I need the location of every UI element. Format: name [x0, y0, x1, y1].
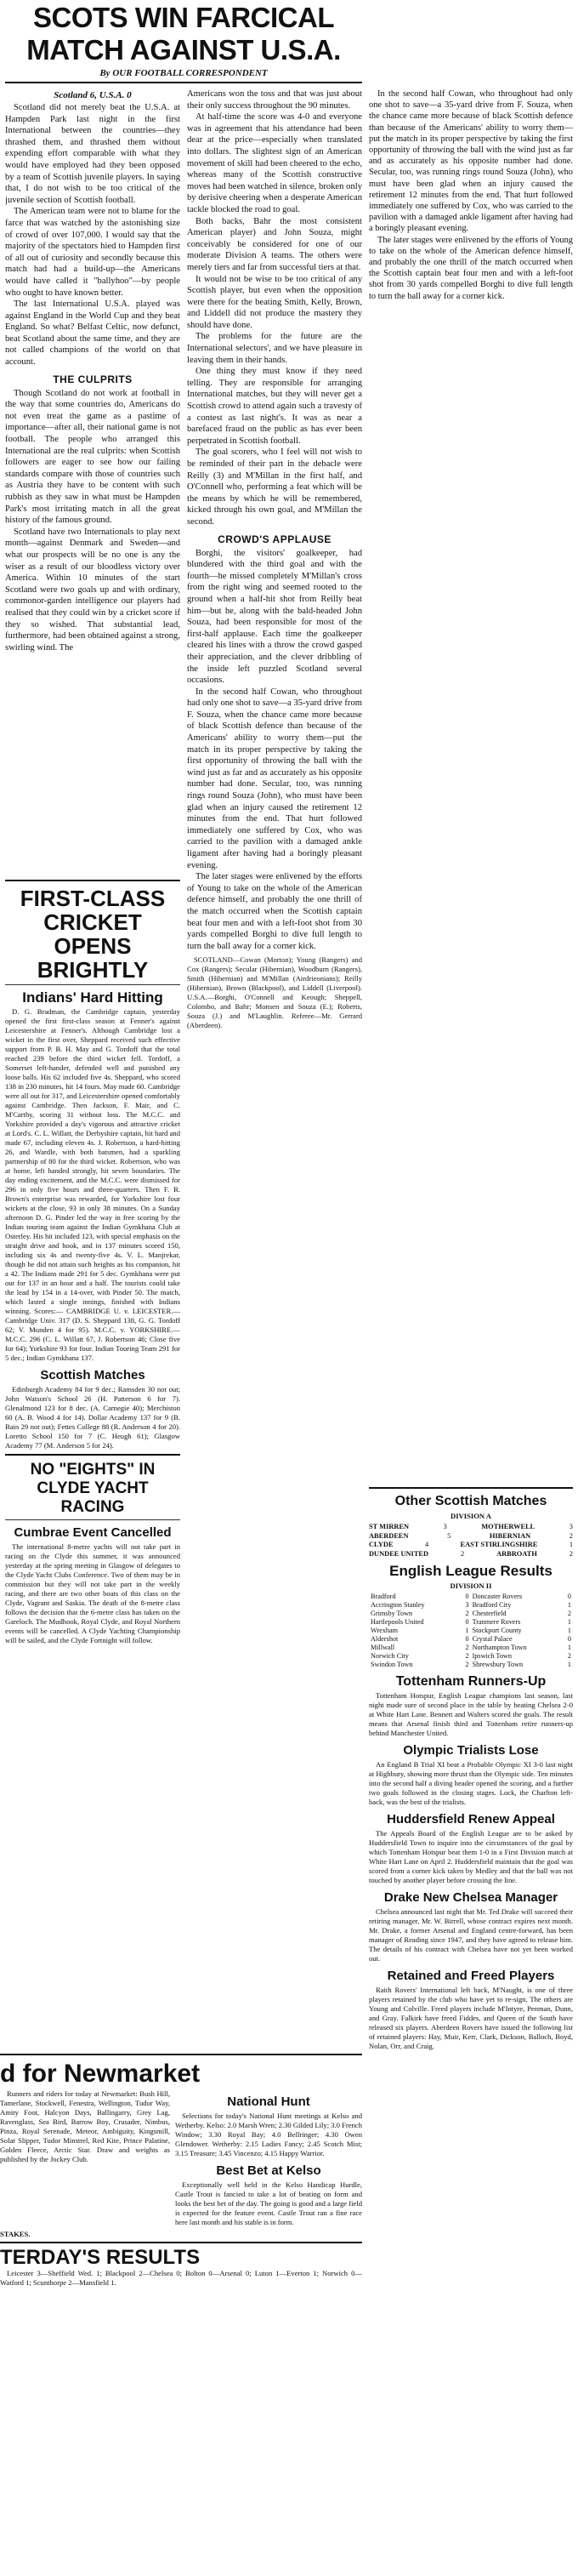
huddersfield-head: Huddersfield Renew Appeal: [387, 1812, 555, 1827]
paragraph: Though Scotland do not work at football in the way that some countries do, Americans do not even treat the game as a pastime of importance—after all, their national game is not football. The people who arranged this International are the real culprits: when Scottish followers are eager to see how our failing standards compare with those of countries such as Austria they have to be content with such rubbish as they saw in what must be Hampden Park's most irritating match in all the great history of the famous ground.: [5, 388, 180, 526]
headline-block: [5, 2, 362, 87]
yacht-headline: NO "EIGHTS" IN CLYDE YACHT RACING: [30, 1461, 156, 1516]
nh-head: National Hunt: [227, 2094, 310, 2109]
divider: [5, 1454, 180, 1456]
retained-head: Retained and Freed Players: [387, 1969, 555, 1983]
result-row: Bradford 0 Doncaster Rovers 0: [371, 1593, 571, 1600]
column-3-upper: [369, 88, 573, 1480]
article-body-1: [5, 102, 180, 368]
result-row: Millwall 2 Northampton Town 1: [371, 1644, 571, 1651]
article-body-2: [187, 88, 362, 528]
result-row: DUNDEE UNITED 2 ARBROATH 2: [369, 1549, 573, 1558]
divider: [5, 1519, 180, 1520]
paragraph: The problems for the future are the International selectors', and we have pleasure in leaving them in their hands.: [187, 332, 362, 365]
huddersfield-body: The Appeals Board of the English League are to be asked by Huddersfield Town to inquire into the circumstances of the goal by which Tottenham Hotspur beat them 1-0 in a First Division match at White Hart Lane on April 2. Huddersfield maintain that the goal was scored from a corner kick taken by Medley and that the ball was not touched by another player before crossing the line.: [369, 1829, 573, 1884]
stakes-label: STAKES.: [0, 2230, 31, 2238]
result-row: ST MIRREN 3 MOTHERWELL 3: [369, 1523, 573, 1530]
nh-body: Selections for today's National Hunt meetings at Kelso and Wetherby. Kelso: 2.0 Marsh Wren; 2.30 Gilded Lily; 3.0 French Window; 3.30 Royal Bay; 4.0 Bellringer; 4.30 Owen Glendower. Wetherby: 2.15 Ladies Fancy; 2.45 Scotch Mist; 3.15 Treasure; 3.45 Vincenzo; 4.15 Happy Warrior.: [175, 2112, 362, 2157]
paragraph: The goal scorers, who I feel will not wish to be reminded of their part in the debacle were Reilly (3) and M'Millan in the first half, and O'Connell who, performing a feat which will be the means by which he will be remembered, kicked through his own goal, and M'Millan the second.: [187, 447, 362, 527]
lineups-text: SCOTLAND—Cowan (Morton); Young (Rangers) and Cox (Rangers); Secular (Hibernian), Woodburn (Rangers), Smith (Hibernian) and M'Millan (Airdrieonians); Reilly (Hibernian), Brown (Blackpool), and Liddell (Liverpool). U.S.A.—Borghi, O'Connell and Keough; Sheppell, Colombo, and Bahr; Monsen and Souza (E.); Roberts, Souza (J.) and M'Laughlin. Referee—Mr. Gerrard (Aberdeen).: [187, 955, 362, 1030]
main-headline: SCOTS WIN FARCICAL MATCH AGAINST U.S.A.: [26, 2, 341, 66]
divider: [369, 1487, 573, 1489]
paragraph: Scotland have two Internationals to play next month—against Denmark and Sweden—and what our prospects will be no one is any the wiser as a result of our bloodless victory over America. Within 10 minutes of the start Scotland were two goals up and with ordinary, commonor-garden intelligence our players had realised that they could win by a cricket score if they so wished. That substantial lead, furthermore, had been obtained against a strong, swirling wind. The: [5, 527, 180, 653]
scottish-results: [369, 1523, 573, 1559]
column-1: [5, 88, 180, 871]
column-2: [187, 88, 362, 1339]
yesterday-results-head: TERDAY'S RESULTS: [0, 2246, 201, 2269]
other-scottish-head: Other Scottish Matches: [394, 1494, 547, 1508]
article-body-2b: [187, 548, 362, 953]
cumbrae-text: The international 8-metre yachts will not take part in racing on the Clyde this summer, it was announced yesterday at the spring meeting in Glasgow of delegates to the Clyde Yacht Clubs Conference. Two of them may be in commission but they will not take part in the weekly racing, and there are two other boats of this class on the Clyde, Vagrant and Saskia. The death of the 8-metre class follows the decision that the 6-metre class has taken on the Gareloch. The Mudhook, Royal Clyde, and Royal Northern events will be cancelled. A Clyde Yachting Championship will be sailed, and the Clyde Fortnight will follow.: [5, 1542, 180, 1644]
result-row: Hartlepools United 0 Tranmere Rovers 1: [371, 1618, 571, 1626]
retained-body: Raith Rovers' International left back, M'Naught, is one of three players retained by the club who have yet to re-sign. The others are Young and Colville. Freed players include M'Intyre, Penman, Dunn, and Gray. Falkirk have freed Fiddes, and Queen of the South have released six players. Aberdeen Rovers have issued the following list of retained players: Hay, Muir, Kerr, Clark, Dickson, Balloch, Boyd, Nolan, Orr, and Craig.: [369, 1986, 573, 2050]
divider: [0, 2242, 362, 2243]
spurs-body: Tottenham Hotspur, English League champions last season, last night made sure of second place in the table by beating Chelsea 2-0 at White Hart Lane. Bennett and Walters scored the goals. The result means that Arsenal finish third and Tottenham retire runners-up behind Manchester United.: [369, 1691, 573, 1737]
result-row: Wrexham 1 Stockport County 1: [371, 1627, 571, 1634]
english-results-table: [369, 1593, 573, 1669]
divider: [5, 880, 180, 881]
byline: By OUR FOOTBALL CORRESPONDENT: [99, 68, 268, 78]
paragraph: Both backs, Bahr the most consistent American player) and John Souza, might conceivably be considered for one of our moderate Division A teams. The others were merely tiers and far from successful tiers at that.: [187, 216, 362, 272]
divider: [0, 2054, 362, 2055]
cumbrae-subhead: Cumbrae Event Cancelled: [14, 1525, 172, 1540]
paragraph: It would not be wise to be too critical of any Scottish player, but even when the opposition were there for the beating Smith, Kelly, Brown, and Liddell did not produce the mastery they should have done.: [187, 274, 362, 330]
drake-head: Drake New Chelsea Manager: [383, 1890, 558, 1905]
scottish-text: Edinburgh Academy 84 for 9 dec.; Ramsden 30 not out; John Watson's School 26 (H. Patterson 6 for 7). Glenalmond 123 for 8 dec. (A. Carnegie 40); Merchiston 60 (A. B. Wood 4 for 14). Dollar Academy 137 for 9 (B. Bain 29 not out); Fettes College 88 (R. Anderson 4 for 20). Loretto School 150 for 7 (C. Heugh 61); Glasgow Academy 77 (M. Anderson 5 for 24).: [5, 1385, 180, 1450]
yesterday-results-body: Leicester 3—Sheffield Wed. 1; Blackpool 2—Chelsea 0; Bolton 0—Arsenal 0; Luton 1—Everton 1; Norwich 0—Watford 1; Scunthorpe 2—Mansfield 1.: [0, 2269, 362, 2287]
result-row: Grimsby Town 2 Chesterfield 2: [371, 1610, 571, 1617]
paragraph: The last International U.S.A. played was against England in the World Cup and they beat England. So what? Belfast Celtic, now defunct, beat Scotland about the same time, and they are not called champions of the world on that account.: [5, 299, 180, 368]
spurs-head: Tottenham Runners-Up: [395, 1674, 547, 1689]
drake-body: Chelsea announced last night that Mr. Ted Drake will succeed their retiring manager, Mr. W. Birrell, whose contract expires next month. Mr. Drake, a former Arsenal and England centre-forward, has been manager of Reading since 1947, and they have agreed to release him. The details of his contract with Chelsea have not yet been worked out.: [369, 1907, 573, 1963]
result-row: CLYDE 4 EAST STIRLINGSHIRE 1: [369, 1541, 573, 1548]
scottish-matches-body: [5, 1385, 180, 1450]
paragraph: In the second half Cowan, who throughout had only one shot to save—a 35-yard drive from F. Souza, when the chance came more because of black Scottish defence than because of the Americans' ability to worry them—put the match in its proper perspective by taking the first opportunity of throwing the ball with the wind just as far and as accurately as his opposite number had done. Secular, too, was running rings round Souza (John), who must have been glad when an injury caused the retirement 12 minutes from the end. That hurt followed immediately one suffered by Cox, who was carried to the pavilion with a damaged ankle ligament after having had a boringly pleasant evening.: [187, 687, 362, 870]
subhead-culprits: THE CULPRITS: [53, 373, 133, 385]
paragraph: The later stages were enlivened by the efforts of Young to take on the whole of the American defence himself, and probably the one thrill of the match occurred when the Scottish captain beat four men and with a left-foot shot from 30 yards compelled Borghi to dive full length to turn the ball away for a corner kick.: [369, 235, 573, 301]
olympic-head: Olympic Trialists Lose: [403, 1743, 539, 1758]
paragraph: Borghi, the visitors' goalkeeper, had blundered with the third goal and with the fourth—he missed completely M'Millan's cross from the right wing and seemed rooted to the ground when a half-hit shot from Reilly beat him—but he, along with the bald-headed John Souza, had been responsible for most of the first-half applause. Each time the goalkeeper cleared his lines with a throw the crowd gasped their appreciation, and the clever dribbling of the inside left puzzled Scotland several occasions.: [187, 548, 362, 686]
cricket-text: D. G. Bradman, the Cambridge captain, yesterday opened the first first-class season at Fenner's against Leicestershire at Fenner's. Although Cambridge lost a wicket in the first over, Sheppard received such effective support from P. B. H. May and G. Tordoff that the total reached 239 before the third wicket fell. Tordoff, a Somerset left-hander, defended well and punished any loose balls. His 62 included five 4s. Sheppard, who scored 138 in 230 minutes, hit 14 fours. May made 60. Cambridge were all out for 317, and Leicestershire opened comfortably against Cambridge. Then Jackson, F. Mair, and C. M'Carthy, scoring 31 without loss. The M.C.C. and Yorkshire provided a day's vigorous and attractive cricket at Lord's. C. L. Willatt, the Derbyshire captain, hit hard and made 67, including eleven 4s. J. Robertson, a hard-hitting 26, and Wardle, with both batsmen, had a sparkling partnership of 80 for the third wicket. Robertson, who was at home, left handed strongly, hit seven boundaries. The day ending excitement, and the M.C.C. were dismissed for 296 in only five hours and three-quarters. Then F. R. Brown's enterprise was rewarded, for Yorkshire lost four wickets at the close, 93 in only 38 minutes. On a Sunday afternoon D. G. Pinder led the way in free scoring by the Indian touring team against the Indian Gymkhana Club at Osterley. His hit included 123, with special emphasis on the straight drive and hook, and in 137 minutes scored 150, including six 4s and twenty-five 4s. V. L. Manjrekar, though he did not attain such heights as his companion, hit a 42. The Indians made 291 for 5 dec. Gymkhana were put out for 137 in an hour and a half. The tourists could take the lead by 154 in a 14-over, with Pinder 50. The match, which lasted a single innings, finished with Indians winning. Scores:— CAMBRIDGE U. v. LEICESTER.— Cambridge Univ. 317 (D. S. Sheppard 138, G. G. Tordoff 62; V. Munden 4 for 95). M.C.C. v. YORKSHIRE.— M.C.C. 296 (C. L. Willatt 67, J. Robertson 46; Close five for 64); Yorkshire 93 for four. Indian Touring Team 291 for 5 dec.; Indian Gymkhana 137.: [5, 1007, 180, 1362]
racing-section: [0, 2050, 362, 2576]
paragraph: The later stages were enlivened by the efforts of Young to take on the whole of the American defence himself, and probably the one thrill of the match occurred when the Scottish captain beat four men and with a left-foot shot from 30 yards compelled Borghi to dive full length to turn the ball away for a corner kick.: [187, 872, 362, 951]
bestbet-head: Best Bet at Kelso: [216, 2163, 321, 2178]
paragraph: The American team were not to blame for the farce that was watched by the astonishing size of crowd of over 107,000. I would say that the majority of the spectators hied to Hampden first of all out of curiosity and secondly because this match had had a build-up—the Americans would have called it "ballyhoo"—by people who ought to have known better.: [5, 207, 180, 298]
cricket-section: [5, 876, 180, 1744]
indians-subhead: Indians' Hard Hitting: [22, 989, 163, 1006]
paragraph: Scotland did not merely beat the U.S.A. at Hampden Park last night in the first International between the countries—they thrashed them, and thrashed them without expending effort comparable with what they would have employed had they been opposed by a team of Scottish juvenile players. In saying that, I do not wish to be too critical of the juvenile section of Scottish football.: [5, 103, 180, 205]
paragraph: At half-time the score was 4-0 and everyone was in agreement that his attendance had been dear at the price—especially when translated into dollars. The slightest sign of an American movement of skill had been cheered to the echo, whereas many of the Scottish constructive moves had been watched in silence, broken only by derisive cheering when a desperate American tackle blocked the road to goal.: [187, 112, 362, 214]
newmarket-headline: d for Newmarket: [0, 2060, 201, 2088]
subhead-applause: CROWD'S APPLAUSE: [218, 533, 332, 545]
cricket-headline: FIRST-CLASS CRICKET OPENS BRIGHTLY: [20, 886, 166, 983]
scottish-matches-head: Scottish Matches: [40, 1368, 145, 1382]
article-body-3: [369, 88, 573, 302]
result-row: ABERDEEN 5 HIBERNIAN 2: [369, 1531, 573, 1540]
bestbet-body: Exceptionally well held in the Kelso Handicap Hurdle, Castle Trout is fancied to take a lot of beating on form and looks the best bet of the day. The going is good and a large field is expected for the feature event. Castle Trout ran a fine race here last month and his stable is in form.: [175, 2180, 362, 2226]
cricket-body: [5, 1007, 180, 1363]
team-lineups: [187, 955, 362, 1030]
divider: [5, 984, 180, 985]
result-row: Norwich City 2 Ipswich Town 2: [371, 1652, 571, 1660]
result-row: Swindon Town 2 Shrewsbury Town 1: [371, 1661, 571, 1668]
paragraph: Americans won the toss and that was just about their only success throughout the 90 minutes.: [187, 89, 362, 111]
division-a-label: DIVISION A: [450, 1512, 491, 1520]
divider: [5, 82, 362, 83]
paragraph: One thing they must know if they need telling. They are responsible for arranging International matches, but they will never get a Scottish crowd to attend again such a travesty of a contest as last night's. It was as near a barefaced fraud on the public as has ever been perpetrated in Scottish football.: [187, 367, 362, 446]
olympic-body: An England B Trial XI beat a Probable Olympic XI 3-0 last night at Highbury, showing more thrust than the Olympic side. Ten minutes into the second half a diving header opened the scoring, and a further two goals followed in the closing stages. Lock, the Charlton left-back, was the best of the trialists.: [369, 1760, 573, 1806]
dateline: Scotland 6, U.S.A. 0: [54, 90, 132, 100]
english-league-head: English League Results: [389, 1563, 552, 1579]
result-row: Accrington Stanley 3 Bradford City 1: [371, 1601, 571, 1609]
newmarket-body: Runners and riders for today at Newmarket: Bush Hill, Tamerlane, Stockwell, Fenestra, Wellington, Tudor Way, Amity Foot, Halcyon Days, Ballingarry, Grey Lag, Ravenglass, Sea Bird, Barrow Boy, Crusader, Nimbus, Pinza, Royal Serenade, Meteor, Ambiguity, Kingsmill, Solar Slipper, Tudor Minstrel, Red Kite, Prince Palatine, Golden Fleece, Arctic Star. Draw and weights as published by the Jockey Club.: [0, 2089, 170, 2163]
division-ii-label: DIVISION II: [450, 1582, 492, 1590]
result-row: Aldershot 0 Crystal Palace 0: [371, 1635, 571, 1643]
paragraph: In the second half Cowan, who throughout had only one shot to save—a 35-yard drive from F. Souza, when the chance came more because of black Scottish defence than because of the Americans' ability to worry them—put the match in its proper perspective by taking the first opportunity of throwing the ball with the wind just as far and as accurately as his opposite number had done. Secular, too, was running rings round Souza (John), who must have been glad when an injury caused the retirement 12 minutes from the end. That hurt followed immediately one suffered by Cox, who was carried to the pavilion with a damaged ankle ligament after having had a boringly pleasant evening.: [369, 89, 573, 234]
article-body-1b: [5, 388, 180, 654]
cumbrae-body: [5, 1542, 180, 1645]
